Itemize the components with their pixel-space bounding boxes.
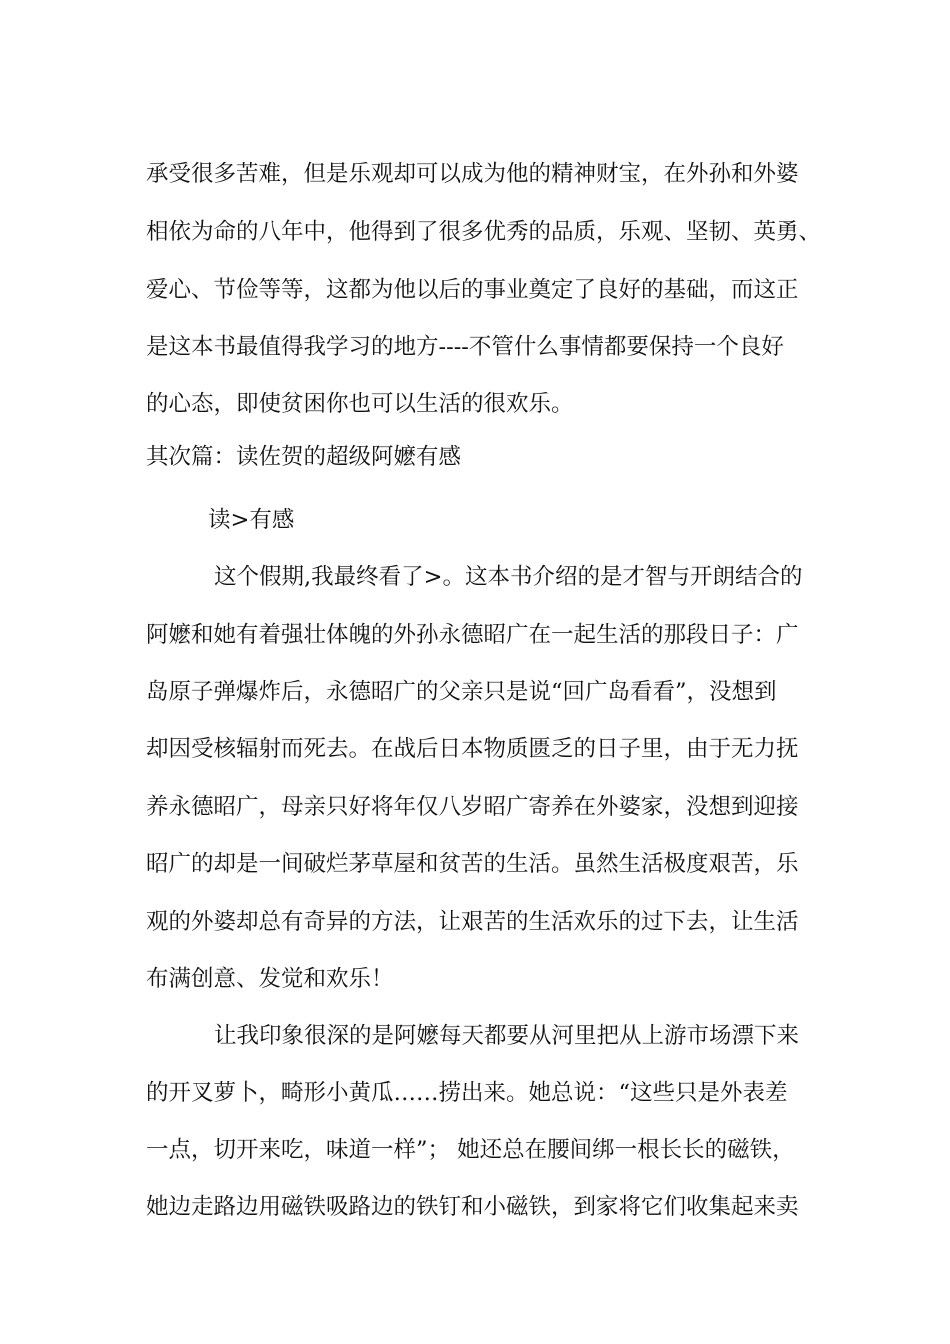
paragraph-line: 相依为命的八年中，他得到了很多优秀的品质，乐观、坚韧、英勇、	[146, 218, 822, 245]
paragraph-line: 承受很多苦难，但是乐观却可以成为他的精神财宝，在外孙和外婆	[146, 160, 799, 187]
paragraph-line: 一点，切开来吃，味道一样”； 她还总在腰间绑一根长长的磁铁，	[146, 1136, 795, 1163]
subheading: 读>有感	[208, 506, 295, 533]
paragraph-line: 的心态，即使贫困你也可以生活的很欢乐。	[146, 390, 574, 417]
paragraph-line: 的开叉萝卜，畸形小黄瓜……捞出来。她总说：“这些只是外表差	[146, 1079, 788, 1106]
paragraph-line: 却因受核辐射而死去。在战后日本物质匮乏的日子里，由于无力抚	[146, 735, 799, 762]
paragraph-line: 她边走路边用磁铁吸路边的铁钉和小磁铁，到家将它们收集起来卖	[146, 1193, 799, 1220]
paragraph-line: 阿嬷和她有着强壮体魄的外孙永德昭广在一起生活的那段日子：广	[146, 621, 799, 648]
paragraph-line: 这个假期,我最终看了>。这本书介绍的是才智与开朗结合的	[214, 563, 803, 590]
paragraph-line: 是这本书最值得我学习的地方----不管什么事情都要保持一个良好	[146, 333, 784, 360]
paragraph-line: 爱心、节俭等等，这都为他以后的事业奠定了良好的基础，而这正	[146, 276, 799, 303]
paragraph-line: 让我印象很深的是阿嬷每天都要从河里把从上游市场漂下来	[214, 1022, 800, 1049]
section-heading: 其次篇：读佐贺的超级阿嬷有感	[146, 443, 462, 470]
paragraph-line: 昭广的却是一间破烂茅草屋和贫苦的生活。虽然生活极度艰苦，乐	[146, 850, 799, 877]
paragraph-line: 布满创意、发觉和欢乐！	[146, 965, 394, 992]
paragraph-line: 养永德昭广，母亲只好将年仅八岁昭广寄养在外婆家，没想到迎接	[146, 793, 799, 820]
paragraph-line: 岛原子弹爆炸后，永德昭广的父亲只是说“回广岛看看”，没想到	[146, 678, 777, 705]
paragraph-line: 观的外婆却总有奇异的方法，让艰苦的生活欢乐的过下去，让生活	[146, 908, 799, 935]
